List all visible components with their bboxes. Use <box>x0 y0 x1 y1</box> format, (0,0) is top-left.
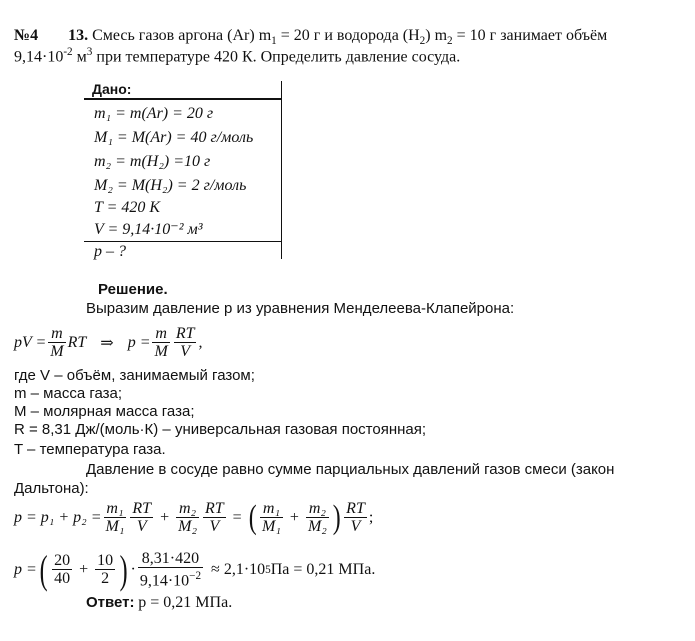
where-line-2: m – масса газа; <box>14 385 123 402</box>
dalton-line-2: Дальтона): <box>14 480 89 497</box>
fraction-m2-over-M2 <box>176 500 199 535</box>
equation-numeric <box>14 546 376 592</box>
given-divider-bottom <box>84 241 282 242</box>
eq-p: p = <box>127 333 151 351</box>
frac-num: RT <box>346 500 365 517</box>
approx-value: ≈ 2,1·10 <box>211 560 266 578</box>
paren-open: ( <box>39 546 48 592</box>
frac-num: RT <box>132 500 152 517</box>
given-row-5: T = 420 К <box>94 199 161 216</box>
given-find: p – ? <box>94 243 126 260</box>
equation-dalton <box>14 500 373 535</box>
frac-den: M <box>50 343 64 360</box>
frac-den: M <box>154 343 168 360</box>
answer-line <box>86 594 232 612</box>
frac-num: 8,31·420 <box>138 550 203 568</box>
paren-open: ( <box>248 498 257 536</box>
frac-den: V <box>180 343 191 360</box>
semicolon: ; <box>368 508 374 526</box>
problem-line-2 <box>14 46 460 66</box>
frac-num: 10 <box>97 552 114 570</box>
problem-text-d: = 10 г занимает объём <box>452 27 608 44</box>
fraction-rt-numeric <box>138 550 203 589</box>
problem-index: 13. <box>68 27 89 44</box>
fraction-m1-over-M1 <box>104 500 127 535</box>
fraction-rt-over-v <box>174 325 197 360</box>
given-row-2: M₁ = M(Ar) = 40 г/моль <box>94 129 254 146</box>
frac-num: m <box>48 325 65 343</box>
frac-den <box>138 568 203 589</box>
frac-den: M₁ <box>105 518 125 535</box>
solution-header: Решение. <box>98 281 168 298</box>
paren-close: ) <box>332 498 341 536</box>
given-row-4: M₂ = M(H₂) = 2 г/моль <box>94 177 247 194</box>
frac-den: M₂ <box>307 518 327 535</box>
fraction-10-over-2 <box>95 552 115 587</box>
problem-number: №4 <box>14 27 39 44</box>
problem-text-e: при температуре 420 К. Определить давление сосуда. <box>92 48 461 66</box>
fraction-m-over-M <box>48 325 65 360</box>
frac-den: M₂ <box>178 518 197 535</box>
eq-lhs: pV = <box>14 333 47 351</box>
frac-num: 20 <box>54 552 71 570</box>
frac-den: V <box>350 518 361 535</box>
result-value: Па = 0,21 МПа. <box>270 560 376 578</box>
given-row-3: m₂ = m(H₂) =10 г <box>94 153 211 170</box>
problem-text-c: ) m <box>425 27 448 44</box>
fraction-m1-over-M1 <box>260 500 283 535</box>
dalton-line-1: Давление в сосуде равно сумме парциальных давлений газов смеси (закон <box>86 461 615 478</box>
equals-sign: = <box>232 508 242 526</box>
given-header: Дано: <box>92 81 132 97</box>
where-line-5: T – температура газа. <box>14 441 166 458</box>
frac-den: 40 <box>54 570 71 588</box>
den-base: 9,14·10 <box>139 572 190 590</box>
problem-line-1 <box>14 27 607 47</box>
fraction-rt-over-v <box>130 500 153 535</box>
fraction-20-over-40 <box>52 552 72 587</box>
implies-arrow: ⇒ <box>100 334 114 352</box>
sup: 3 <box>86 46 93 58</box>
volume-value: 9,14·10 <box>14 48 64 66</box>
frac-den: 2 <box>101 570 110 588</box>
given-row-6: V = 9,14·10⁻² м³ <box>94 221 203 238</box>
eq3-lhs: p = <box>14 560 37 578</box>
plus-sign: + <box>289 508 299 526</box>
frac-num: m₂ <box>176 500 199 518</box>
frac-num: RT <box>205 500 224 517</box>
plus-sign: + <box>160 508 170 526</box>
problem-text-a: Смесь газов аргона (Ar) m <box>92 27 272 44</box>
sub: 2 <box>419 35 426 48</box>
fraction-m2-over-M2 <box>306 500 329 535</box>
sub: 2 <box>447 35 453 48</box>
given-divider-vertical <box>281 81 282 259</box>
solution-intro: Выразим давление p из уравнения Менделеева-Клапейрона: <box>86 300 515 317</box>
fraction-m-over-M-2 <box>152 325 169 360</box>
fraction-rt-over-v <box>344 500 367 535</box>
frac-num: m₁ <box>260 500 283 518</box>
problem-text-b: = 20 г и водорода (H <box>276 27 420 44</box>
sup: -2 <box>63 46 73 58</box>
plus-sign: + <box>79 560 89 578</box>
answer-label: Ответ: <box>86 594 135 611</box>
where-line-1: где V – объём, занимаемый газом; <box>14 367 255 384</box>
frac-num: m <box>152 325 169 343</box>
paren-close: ) <box>119 546 128 592</box>
equation-ideal-gas <box>14 325 202 360</box>
answer-value: p = 0,21 МПа. <box>138 594 233 611</box>
where-line-3: M – молярная масса газа; <box>14 403 195 420</box>
fraction-rt-over-v <box>203 500 226 535</box>
given-row-1: m₁ = m(Ar) = 20 г <box>94 105 214 122</box>
given-divider-top <box>84 98 282 100</box>
sup: −2 <box>189 570 202 582</box>
frac-den: M₁ <box>262 518 281 535</box>
dot-operator: · <box>130 560 136 578</box>
eq-rt: RT <box>67 333 87 351</box>
frac-den: V <box>209 518 220 535</box>
comma: , <box>198 333 203 351</box>
sup: 5 <box>265 563 271 576</box>
sub: 1 <box>271 35 277 48</box>
frac-den: V <box>136 518 147 535</box>
eq2-lhs: p = p₁ + p₂ = <box>14 508 102 526</box>
where-line-4: R = 8,31 Дж/(моль·К) – универсальная газовая постоянная; <box>14 421 427 438</box>
frac-num: RT <box>175 325 195 342</box>
volume-unit: м <box>72 48 87 66</box>
frac-num: m₂ <box>306 500 329 518</box>
frac-num: m₁ <box>104 500 127 518</box>
